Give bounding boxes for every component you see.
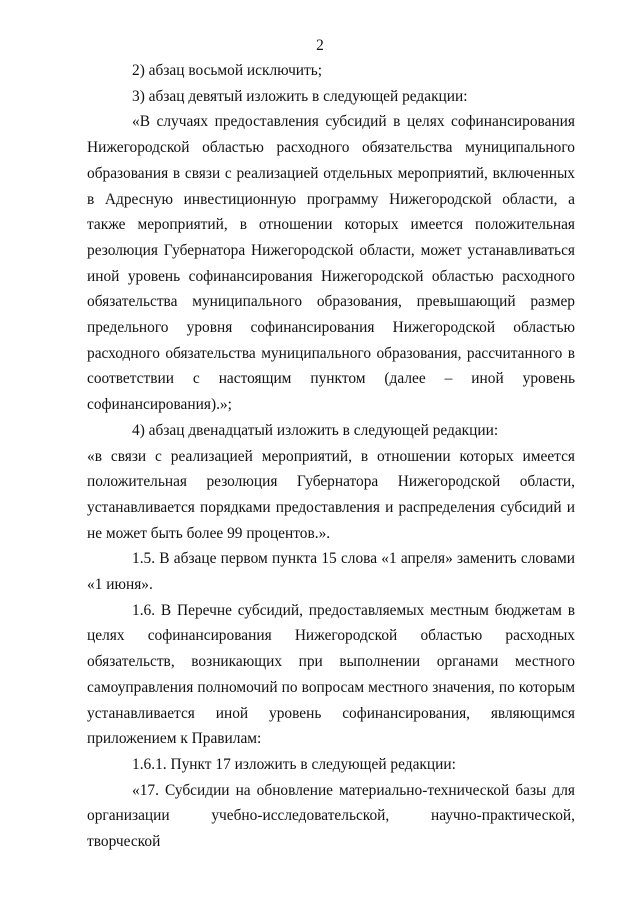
- paragraph-quote-17: «17. Субсидии на обновление материально-технической базы для организации учебно-исследовательской, научно-практической, творческой: [87, 781, 575, 851]
- page-number: 2: [316, 37, 324, 54]
- paragraph-item-2: 2) абзац восьмой исключить;: [132, 62, 323, 79]
- paragraph-1-6: 1.6. В Перечне субсидий, предоставляемых местным бюджетам в целях софинансирования Нижегородской областью расходных обязательств, возникающих при выполнении органами местного самоуправления полномочий по вопросам местного значения, по которым устанавливается иной уровень софинансирования, являющимся приложением к Правилам:: [87, 601, 575, 748]
- paragraph-1-5: 1.5. В абзаце первом пункта 15 слова «1 апреля» заменить словами «1 июня».: [87, 550, 575, 594]
- paragraph-quote-resolution: «в связи с реализацией мероприятий, в отношении которых имеется положительная резолюция Губернатора Нижегородской области, устанавливается порядками предоставления и распределения субсидий и не может быть более 99 процентов.».: [87, 447, 575, 542]
- paragraph-1-6-1: 1.6.1. Пункт 17 изложить в следующей редакции:: [132, 755, 456, 773]
- paragraph-quote-subsidies: «В случаях предоставления субсидий в целях софинансирования Нижегородской областью расходного обязательства муниципального образования в связи с реализацией отдельных мероприятий, включенных в Адресную инвестиционную программу Нижегородской области, а также мероприятий, в отношении которых имеется положительная резолюция Губернатора Нижегородской области, может устанавливаться иной уровень софинансирования Нижегородской областью расходного обязательства муниципального образования, превышающий размер предельного уровня софинансирования Нижегородской областью расходного обязательства муниципального образования, рассчитанного в соответствии с настоящим пунктом (далее – иной уровень софинансирования).»;: [87, 113, 575, 414]
- document-body: [87, 58, 575, 855]
- paragraph-item-4: 4) абзац двенадцатый изложить в следующей редакции:: [132, 421, 499, 439]
- paragraph-item-3: 3) абзац девятый изложить в следующей редакции:: [132, 87, 468, 105]
